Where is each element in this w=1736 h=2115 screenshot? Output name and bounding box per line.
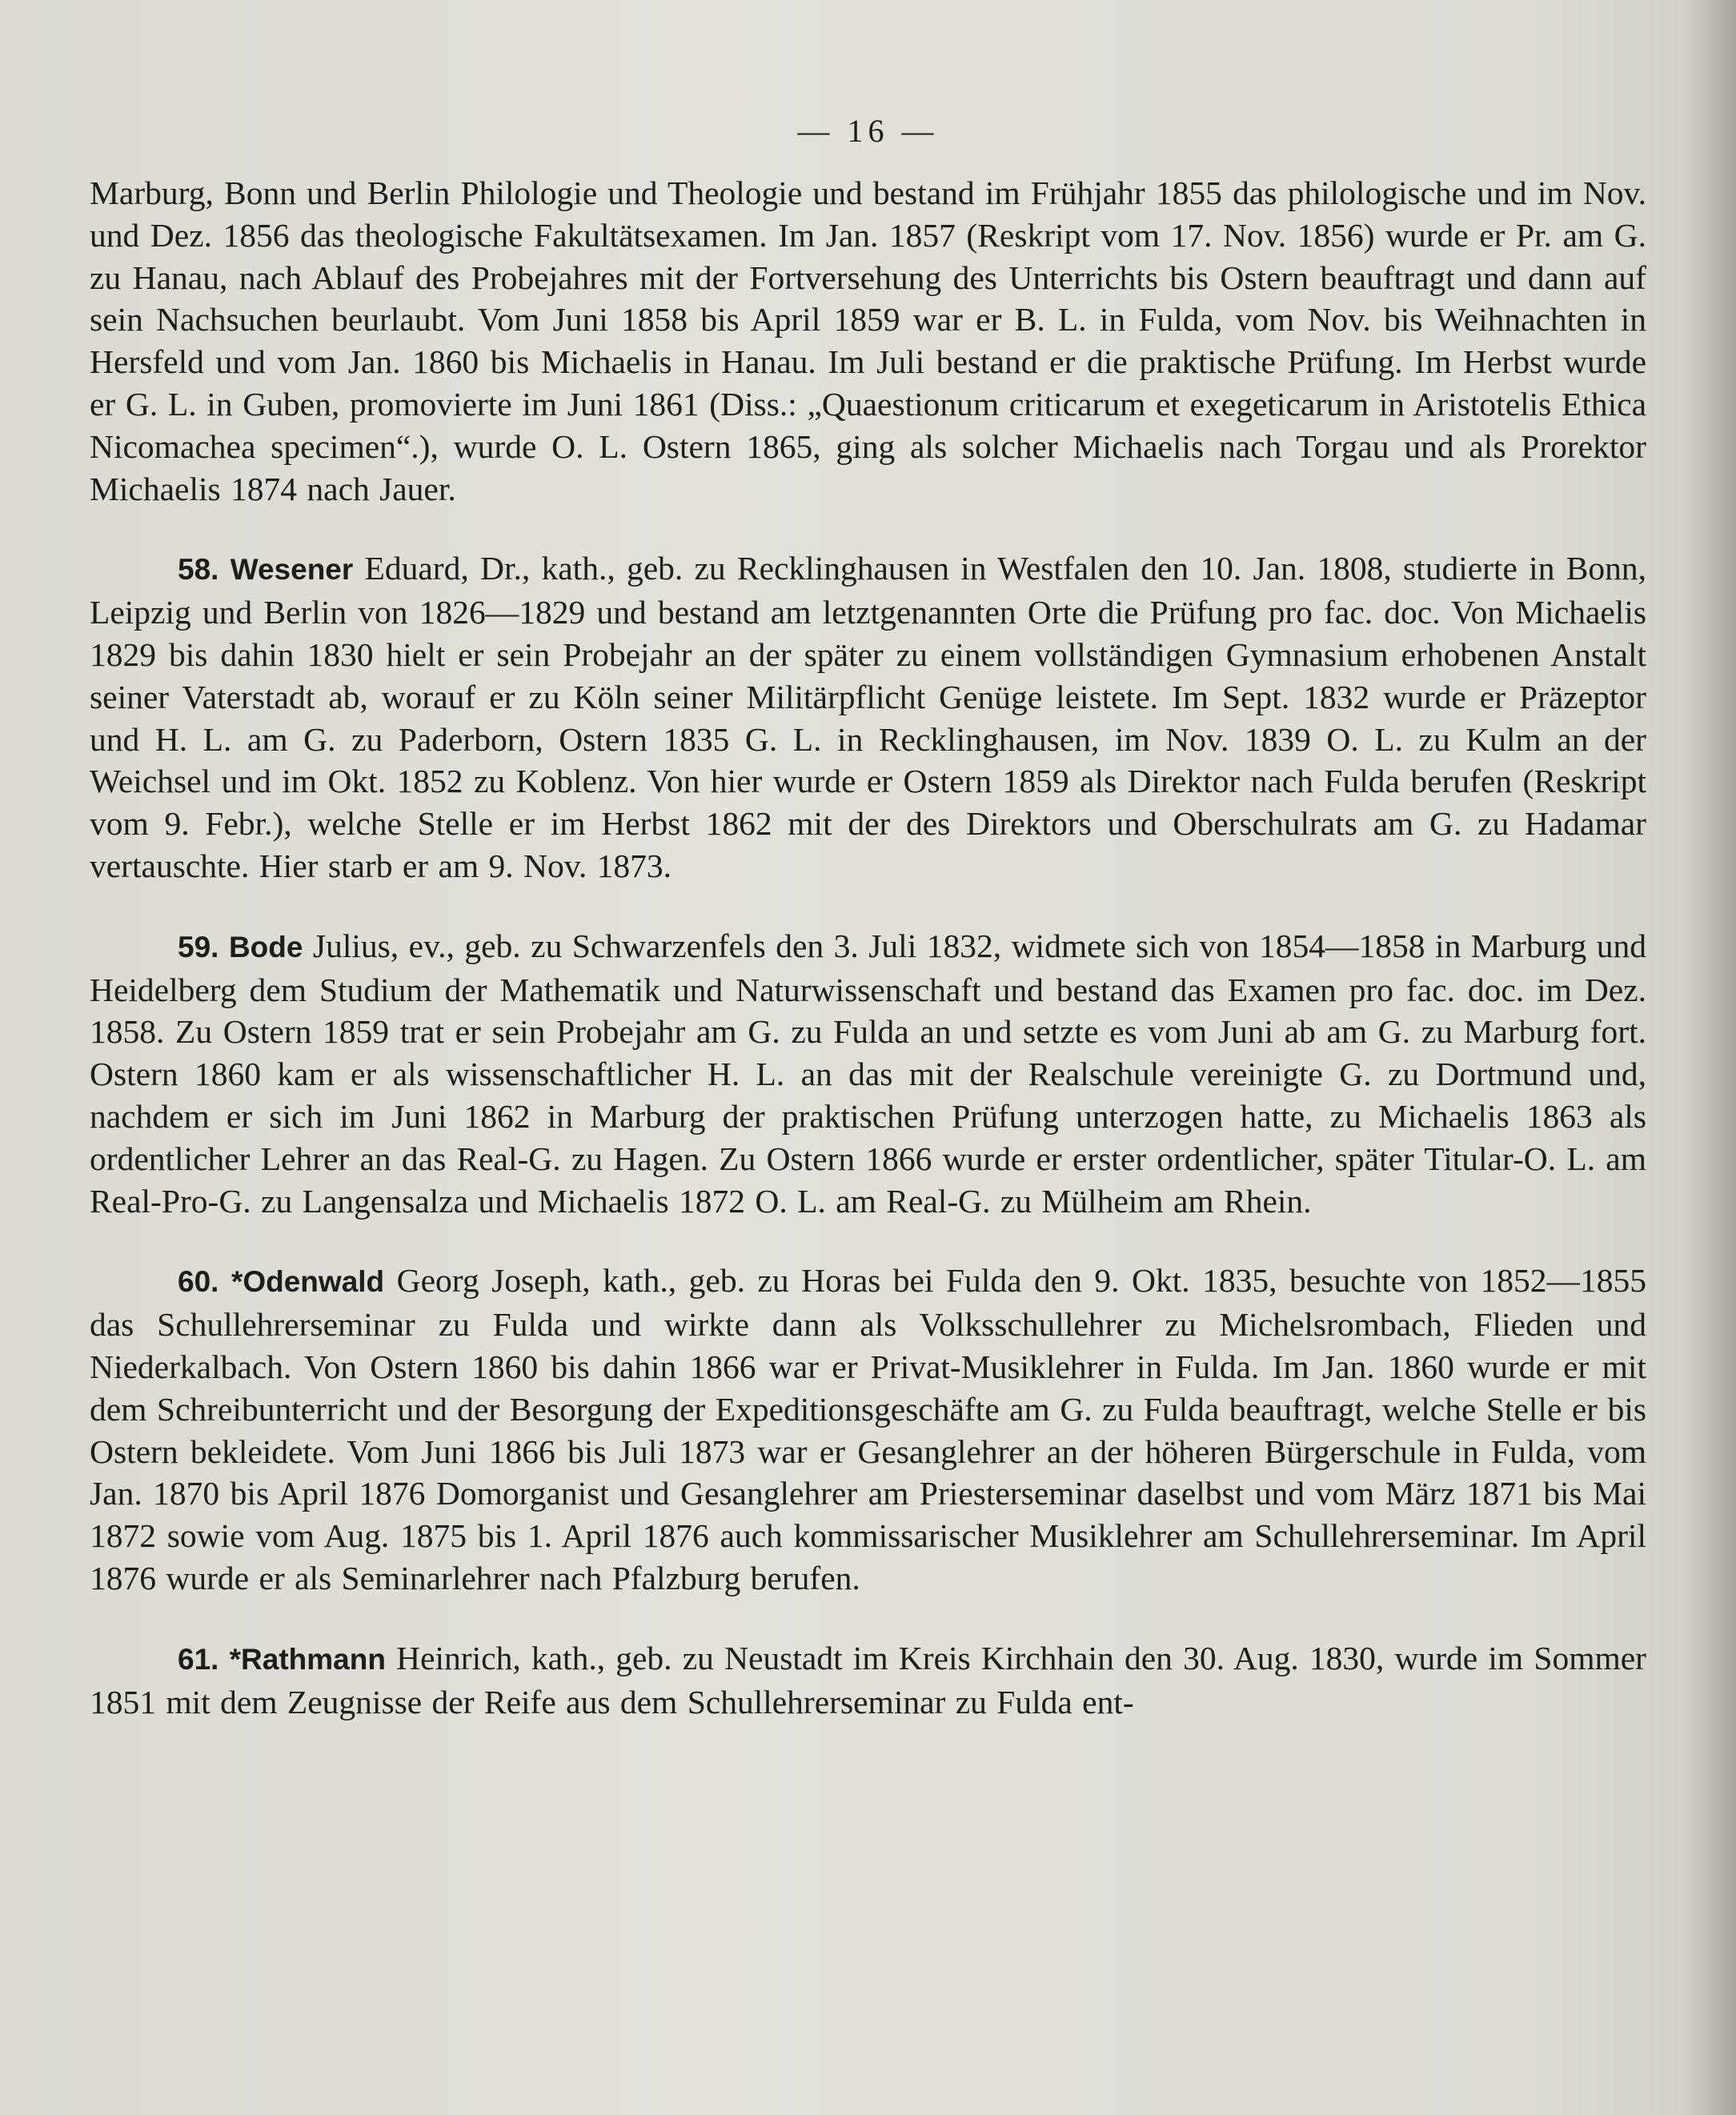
- entry-text: Eduard, Dr., kath., geb. zu Recklinghausen in Westfalen den 10. Jan. 1808, studierte in Bonn, Leipzig und Berlin von 1826—1829 und bestand am letztgenannten Orte die Prüfung pro fac. doc. Von Michaelis 1829 bis dahin 1830 hielt er sein Probejahr an der später zu einem vollständigen Gymnasium erhobenen Anstalt seiner Vaterstadt ab, worauf er zu Köln seiner Militärpflicht Genüge leistete. Im Sept. 1832 wurde er Präzeptor und H. L. am G. zu Paderborn, Ostern 1835 G. L. in Recklinghausen, im Nov. 1839 O. L. zu Kulm an der Weichsel und im Okt. 1852 zu Koblenz. Von hier wurde er Ostern 1859 als Direktor nach Fulda berufen (Reskript vom 9. Febr.), welche Stelle er im Herbst 1862 mit der des Direktors und Oberschulrats am G. zu Hadamar vertauschte. Hier starb er am 9. Nov. 1873.: [90, 550, 1647, 884]
- entry-number: 61.: [178, 1642, 219, 1676]
- entry-name: *Rathmann: [229, 1642, 386, 1676]
- entry-name: Wesener: [230, 553, 354, 587]
- entry-number: 60.: [178, 1265, 219, 1299]
- entry-number: 58.: [178, 553, 219, 587]
- entry-60: [90, 1260, 1646, 1599]
- entry-58: [90, 547, 1646, 887]
- entry-text: Georg Joseph, kath., geb. zu Horas bei Fulda den 9. Okt. 1835, besuchte von 1852—1855 das Schullehrerseminar zu Fulda und wirkte dann als Volksschullehrer zu Michelsrombach, Flieden und Niederkalbach. Von Ostern 1860 bis dahin 1866 war er Privat-Musiklehrer in Fulda. Im Jan. 1860 wurde er mit dem Schreibunterricht und der Besorgung der Expeditionsgeschäfte am G. zu Fulda beauftragt, welche Stelle er bis Ostern bekleidete. Vom Juni 1866 bis Juli 1873 war er Gesanglehrer an der höheren Bürgerschule in Fulda, vom Jan. 1870 bis April 1876 Domorganist und Gesanglehrer am Priesterseminar daselbst und vom März 1871 bis Mai 1872 sowie vom Aug. 1875 bis 1. April 1876 auch kommissarischer Musiklehrer am Schullehrerseminar. Im April 1876 wurde er als Seminarlehrer nach Pfalzburg berufen.: [90, 1262, 1647, 1596]
- entry-name: Bode: [228, 930, 303, 963]
- entry-number: 59.: [178, 930, 219, 963]
- entry-name: *Odenwald: [231, 1265, 385, 1299]
- binding-gutter-shadow: [1685, 0, 1736, 2115]
- entry-59: [90, 925, 1646, 1223]
- main-text-block: [90, 172, 1646, 1723]
- entry-61: [90, 1637, 1646, 1724]
- page-number: — 16 —: [797, 113, 939, 149]
- entry-text: Heinrich, kath., geb. zu Neustadt im Kreis Kirchhain den 30. Aug. 1830, wurde im Sommer 1851 mit dem Zeugnisse der Reife aus dem Schullehrerseminar zu Fulda ent-: [90, 1639, 1646, 1720]
- continued-paragraph: Marburg, Bonn und Berlin Philologie und Theologie und bestand im Frühjahr 1855 das philologische und im Nov. und Dez. 1856 das theologische Fakultätsexamen. Im Jan. 1857 (Reskript vom 17. Nov. 1856) wurde er Pr. am G. zu Hanau, nach Ablauf des Probejahres mit der Fortversehung des Unterrichts bis Ostern beauftragt und dann auf sein Nachsuchen beurlaubt. Vom Juni 1858 bis April 1859 war er B. L. in Fulda, vom Nov. bis Weihnachten in Hersfeld und vom Jan. 1860 bis Michaelis in Hanau. Im Juli bestand er die praktische Prüfung. Im Herbst wurde er G. L. in Guben, promovierte im Juni 1861 (Diss.: „Quaestionum criticarum et exegeticarum in Aristotelis Ethica Nicomachea specimen“.), wurde O. L. Ostern 1865, ging als solcher Michaelis nach Torgau und als Prorektor Michaelis 1874 nach Jauer.: [90, 174, 1646, 507]
- entry-text: Julius, ev., geb. zu Schwarzenfels den 3. Juli 1832, widmete sich von 1854—1858 in Marburg und Heidelberg dem Studium der Mathematik und Naturwissenschaft und bestand das Examen pro fac. doc. im Dez. 1858. Zu Ostern 1859 trat er sein Probejahr am G. zu Fulda an und setzte es vom Juni ab am G. zu Marburg fort. Ostern 1860 kam er als wissenschaftlicher H. L. an das mit der Realschule vereinigte G. zu Dortmund und, nachdem er sich im Juni 1862 in Marburg der praktischen Prüfung unterzogen hatte, zu Michaelis 1863 als ordentlicher Lehrer an das Real-G. zu Hagen. Zu Ostern 1866 wurde er erster ordentlicher, später Titular-O. L. am Real-Pro-G. zu Langensalza und Michaelis 1872 O. L. am Real-G. zu Mülheim am Rhein.: [90, 927, 1647, 1220]
